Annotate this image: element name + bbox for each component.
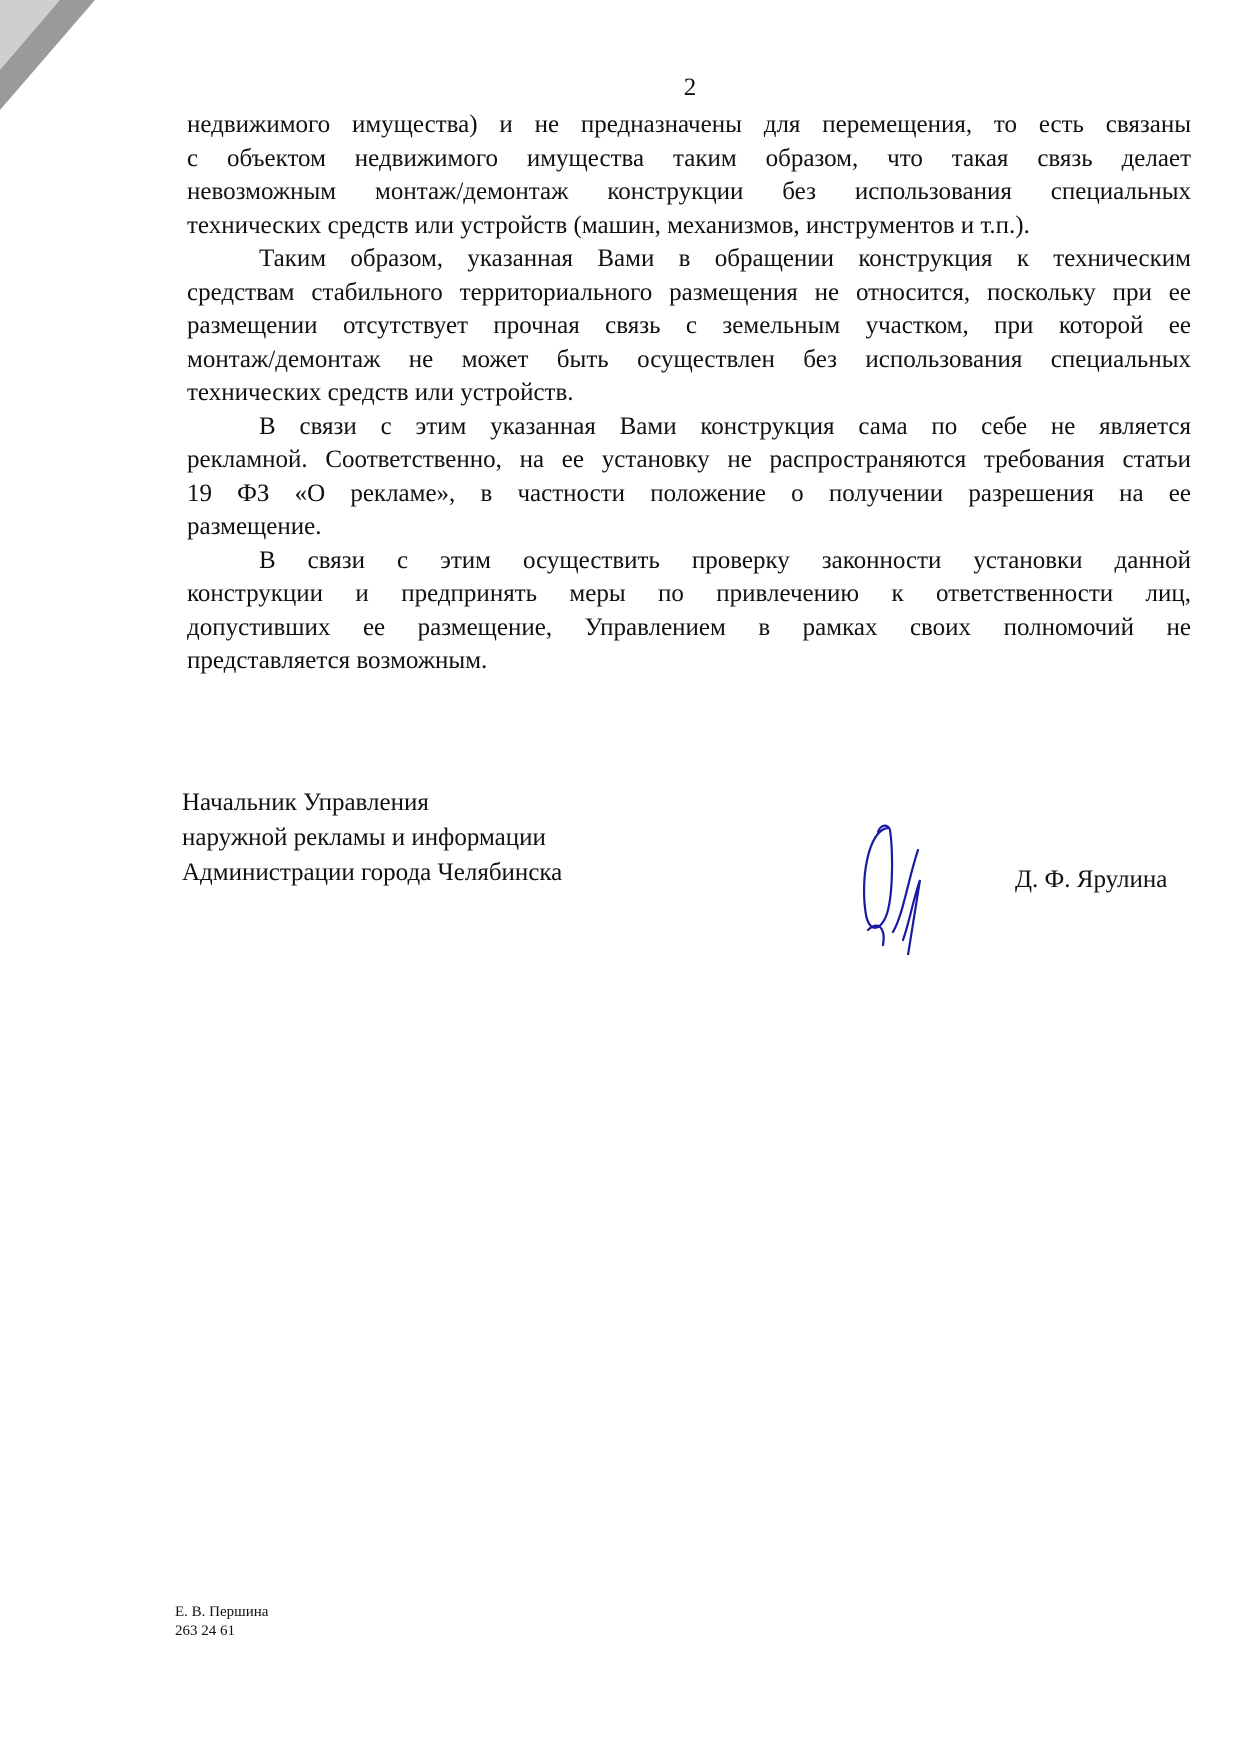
executor-info xyxy=(175,1603,268,1641)
text-line: технических средств или устройств. xyxy=(187,379,574,406)
scan-corner-fold-inner xyxy=(0,0,60,70)
text-line: Таким образом, указанная Вами в обращении конструкция к техническим xyxy=(259,245,1191,272)
handwritten-signature xyxy=(848,820,958,955)
text-line: размещение. xyxy=(187,513,322,540)
text-line: с объектом недвижимого имущества таким образом, что такая связь делает xyxy=(187,144,1191,172)
signatory-position xyxy=(182,785,562,890)
executor-name: Е. В. Першина xyxy=(175,1604,269,1620)
text-line: невозможным монтаж/демонтаж конструкции без использования специальных xyxy=(187,178,1191,205)
text-line: допустивших ее размещение, Управлением в рамках своих полномочий не xyxy=(187,613,1191,641)
text-line: 19 ФЗ «О рекламе», в частности положение о получении разрешения на ее xyxy=(187,479,1191,507)
signatory-name: Д. Ф. Ярулина xyxy=(1015,866,1168,893)
text-line: средствам стабильного территориального размещения не относится, поскольку при ее xyxy=(187,278,1191,306)
page-number: 2 xyxy=(683,74,697,101)
text-line: конструкции и предпринять меры по привлечению к ответственности лиц, xyxy=(187,580,1191,607)
text-line: В связи с этим осуществить проверку законности установки данной xyxy=(259,546,1191,574)
text-line: представляется возможным. xyxy=(187,647,488,674)
text-line: В связи с этим указанная Вами конструкция сама по себе не является xyxy=(259,412,1191,440)
text-line: технических средств или устройств (машин, механизмов, инструментов и т.п.). xyxy=(187,211,1030,239)
position-line: Начальник Управления xyxy=(182,789,429,816)
executor-phone: 263 24 61 xyxy=(175,1623,235,1639)
position-line: наружной рекламы и информации xyxy=(182,824,546,851)
text-line: размещении отсутствует прочная связь с земельным участком, при которой ее xyxy=(187,312,1191,339)
text-line: монтаж/демонтаж не может быть осуществлен без использования специальных xyxy=(187,345,1191,373)
text-line: недвижимого имущества) и не предназначены для перемещения, то есть связаны xyxy=(187,111,1191,138)
position-line: Администрации города Челябинска xyxy=(182,859,563,886)
text-line: рекламной. Соответственно, на ее установку не распространяются требования статьи xyxy=(187,446,1191,473)
letter-body xyxy=(187,108,1191,678)
